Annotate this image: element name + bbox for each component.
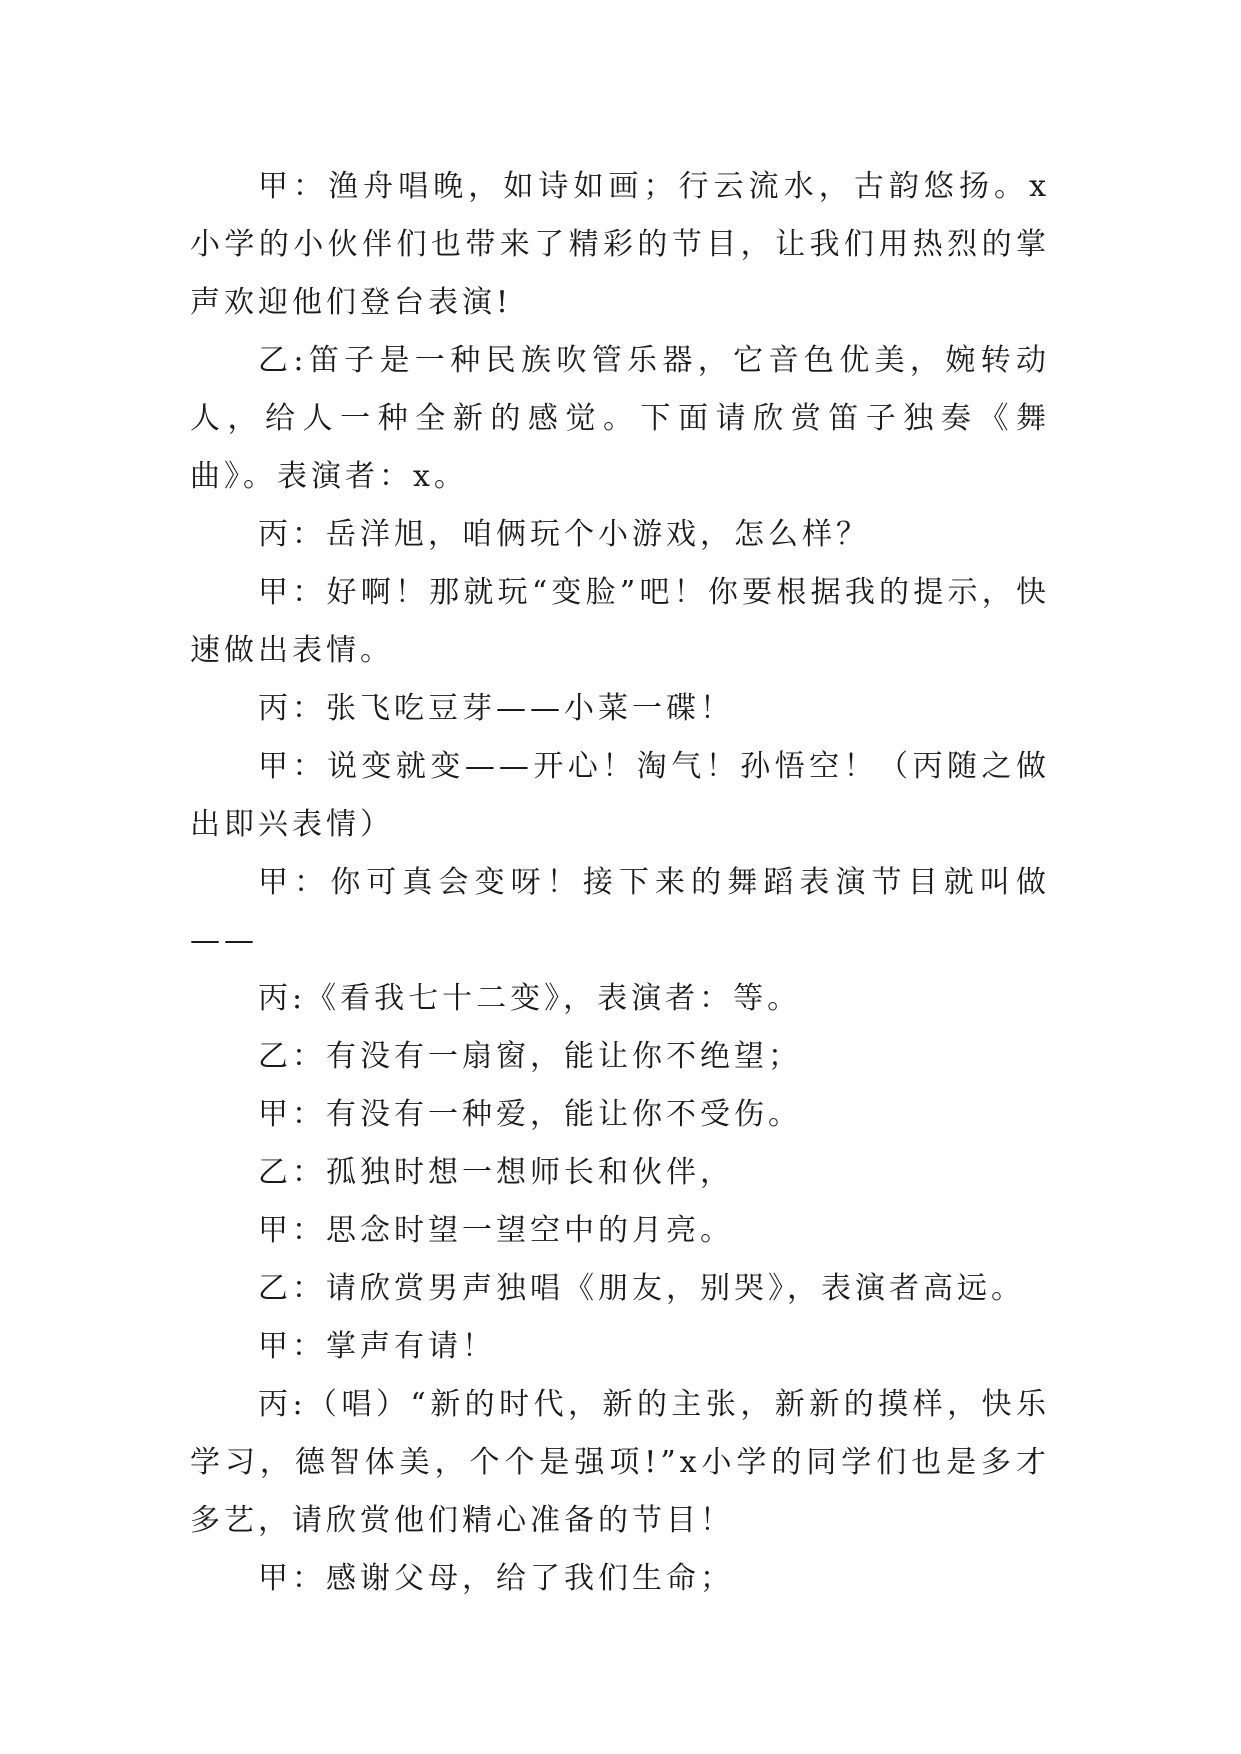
paragraph-7: 甲：你可真会变呀！接下来的舞蹈表演节目就叫做—— [190, 865, 1050, 958]
paragraph-13: 乙：请欣赏男声独唱《朋友，别哭》，表演者高远。 [258, 1271, 1025, 1306]
paragraph-12: 甲：思念时望一望空中的月亮。 [258, 1213, 734, 1248]
paragraph-15: 丙:（唱）“新的时代，新的主张，新新的摸样，快乐学习，德智体美，个个是强项!”x小学的同学们也是多才多艺，请欣赏他们精心准备的节目！ [190, 1387, 1050, 1538]
paragraph-4: 甲：好啊！那就玩“变脸”吧！你要根据我的提示，快速做出表情。 [190, 575, 1050, 668]
paragraph-5: 丙：张飞吃豆芽——小菜一碟！ [258, 691, 734, 726]
paragraph-1: 甲：渔舟唱晚，如诗如画；行云流水，古韵悠扬。x小学的小伙伴们也带来了精彩的节目，让我们用热烈的掌声欢迎他们登台表演! [190, 169, 1050, 320]
paragraph-2: 乙:笛子是一种民族吹管乐器，它音色优美，婉转动人，给人一种全新的感觉。下面请欣赏笛子独奏《舞曲》。表演者：x。 [190, 343, 1050, 494]
paragraph-16: 甲：感谢父母，给了我们生命； [258, 1561, 734, 1596]
paragraph-3: 丙：岳洋旭，咱俩玩个小游戏，怎么样？ [258, 517, 870, 552]
paragraph-8: 丙:《看我七十二变》，表演者：等。 [258, 981, 802, 1016]
paragraph-6: 甲：说变就变——开心！淘气！孙悟空！（丙随之做出即兴表情） [190, 749, 1050, 842]
paragraph-14: 甲：掌声有请！ [258, 1329, 496, 1364]
paragraph-10: 甲：有没有一种爱，能让你不受伤。 [258, 1097, 802, 1132]
document-body [190, 158, 1050, 1608]
paragraph-11: 乙：孤独时想一想师长和伙伴， [258, 1155, 734, 1190]
paragraph-9: 乙：有没有一扇窗，能让你不绝望； [258, 1039, 802, 1074]
